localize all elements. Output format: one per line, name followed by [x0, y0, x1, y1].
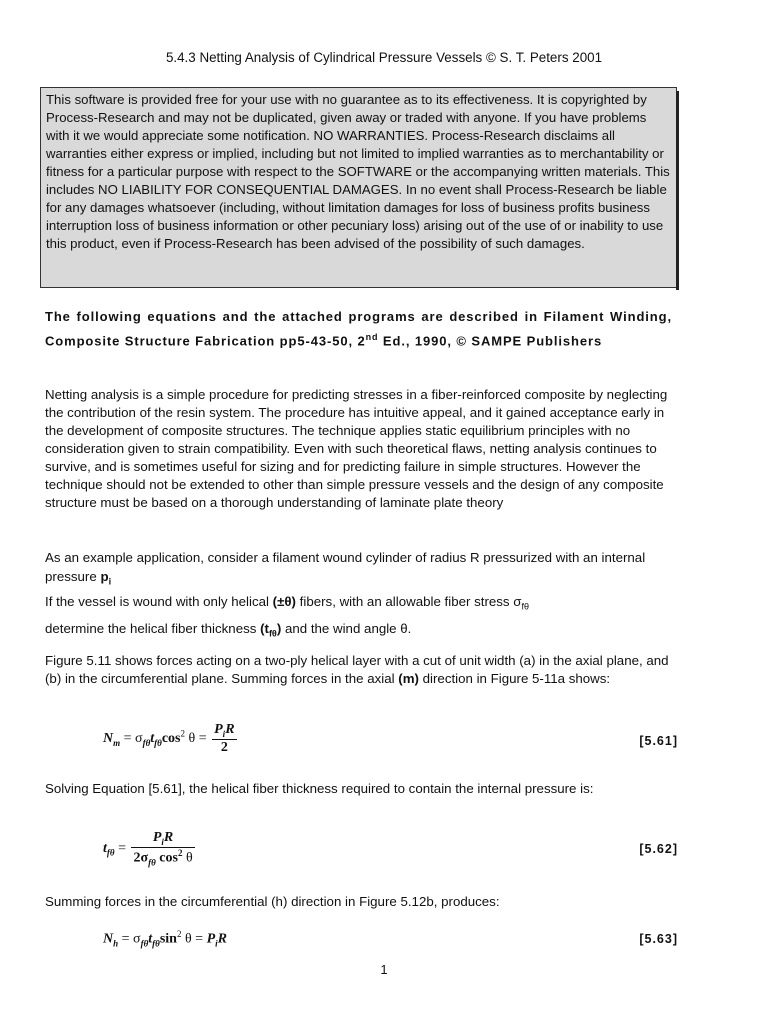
- eq1-t-sub: fθ: [154, 737, 162, 748]
- eq2-num: P: [152, 830, 162, 845]
- page-number: 1: [380, 962, 388, 977]
- eq1-fraction: [212, 722, 236, 756]
- eq2-num-sub: i: [161, 836, 164, 847]
- axial-direction-symbol: (m): [398, 671, 419, 686]
- figure-text: Figure 5.11 shows forces acting on a two-ply helical layer with a cut of unit width (a) in the axial plane, and (b) in the circumferential plane. Summing forces in the axial: [45, 653, 669, 686]
- equation-5-63: [103, 929, 227, 948]
- eq2-den-pow: 2: [177, 847, 183, 858]
- eq3-rhs-r: R: [217, 931, 227, 947]
- eq3-lhs-sub: h: [113, 938, 119, 949]
- citation-text-end: Ed., 1990, © SAMPE Publishers: [378, 333, 603, 349]
- example-line3-end: and the wind angle θ.: [281, 621, 412, 637]
- eq1-t: t: [150, 731, 155, 747]
- eq3-mid: = σ: [118, 931, 141, 947]
- sigma-subscript: fθ: [521, 601, 529, 612]
- equation-number-5-61: [5.61]: [639, 734, 678, 748]
- paragraph-solving: Solving Equation [5.61], the helical fiber thickness required to contain the internal pressure is:: [45, 781, 594, 796]
- eq2-num-r: R: [163, 830, 174, 845]
- eq1-mid: = σ: [120, 731, 143, 747]
- page-header: 5.4.3 Netting Analysis of Cylindrical Pressure Vessels © S. T. Peters 2001: [165, 50, 603, 65]
- equation-number-5-63: [5.63]: [639, 932, 678, 946]
- figure-text-end: direction in Figure 5-11a shows:: [418, 671, 611, 686]
- eq3-lhs: N: [103, 931, 114, 947]
- example-line1: As an example application, consider a filament wound cylinder of radius R pressurized with an internal pressure: [45, 550, 646, 584]
- eq1-cos: cos: [161, 731, 181, 747]
- eq1-num-sub: i: [222, 728, 226, 739]
- eq2-equals: =: [114, 840, 130, 856]
- thickness-symbol: (t: [260, 621, 269, 637]
- eq2-lhs-sub: fθ: [106, 847, 115, 858]
- eq3-sin: sin: [159, 931, 177, 947]
- source-citation: [45, 307, 672, 351]
- paragraph-netting-intro: Netting analysis is a simple procedure for predicting stresses in a fiber-reinforced composite by neglecting the contribution of the resin system. The procedure has intuitive appeal, and it gained acceptance early in the development of composite structures. The technique applies static equilibrium principles with no consideration given to strain compatibility. Even with such theoretical flaws, netting analysis continues to survive, and is sometimes useful for sizing and for predicting failure in simple structures. However the technique should not be extended to other than simple pressure vessels and the design of any composite structure must be based on a thorough understanding of laminate plate theory: [45, 387, 668, 510]
- eq3-theta: θ =: [181, 931, 207, 947]
- eq2-fraction: [131, 830, 194, 867]
- eq2-den-theta: θ: [182, 850, 193, 866]
- eq3-pow: 2: [176, 929, 182, 939]
- paragraph-circumferential: Summing forces in the circumferential (h) direction in Figure 5.12b, produces:: [45, 894, 500, 909]
- eq1-num-r: R: [225, 722, 235, 737]
- eq1-theta: θ =: [185, 731, 211, 747]
- eq2-den-sub: fθ: [148, 857, 156, 868]
- eq2-lhs: t: [103, 840, 107, 856]
- pressure-subscript: i: [108, 576, 112, 587]
- disclaimer-text: This software is provided free for your use with no guarantee as to its effectiveness. It is copyrighted by Process-Research and may not be duplicated, given away or traded with anyone. If you have problems with it we would appreciate some notification. NO WARRANTIES. Process-Research disclaims all warranties either express or implied, including but not limited to implied warranties as to merchantability or fitness for a particular purpose with respect to the SOFTWARE or the accompanying written materials. This includes NO LIABILITY FOR CONSEQUENTIAL DAMAGES. In no event shall Process-Research be liable for any damages whatsoever (including, without limitation damages for loss of business profits business interruption loss of business information or other pecuniary loss) arising out of the use of or inability to use this product, even if Process-Research has been advised of the possibility of such damages.: [46, 92, 670, 251]
- helical-angle-symbol: (±θ): [272, 593, 296, 609]
- eq1-pow: 2: [180, 728, 185, 739]
- eq1-lhs: N: [103, 731, 114, 747]
- example-line2-end: fibers, with an allowable fiber stress σ: [295, 593, 522, 609]
- eq3-t-sub: fθ: [152, 938, 160, 949]
- paragraph-example: [45, 548, 675, 644]
- example-line3: determine the helical fiber thickness: [45, 621, 261, 637]
- eq2-den-cos: cos: [155, 850, 178, 866]
- example-line2: If the vessel is wound with only helical: [45, 593, 273, 609]
- equation-number-5-62: [5.62]: [639, 842, 678, 856]
- eq3-sigma-sub: fθ: [140, 938, 149, 949]
- citation-superscript: nd: [365, 332, 379, 342]
- eq3-t: t: [148, 931, 153, 947]
- thickness-close: ): [276, 621, 282, 637]
- eq1-den: 2: [220, 739, 228, 755]
- disclaimer-box: [40, 87, 677, 288]
- eq1-sigma-sub: fθ: [142, 737, 151, 748]
- paragraph-figure-5-11: [45, 652, 675, 688]
- eq3-rhs: P: [206, 931, 216, 947]
- pressure-symbol: p: [100, 569, 109, 584]
- thickness-subscript: fθ: [268, 628, 277, 639]
- eq1-lhs-sub: m: [113, 737, 121, 748]
- equation-5-62: [103, 830, 197, 867]
- eq3-rhs-sub: i: [215, 938, 218, 949]
- equation-5-61: [103, 722, 239, 756]
- box-shadow: [676, 91, 679, 290]
- citation-text: The following equations and the attached programs are described in Filament Winding, Composite Structure Fabrication pp5-43-50, 2: [45, 309, 672, 349]
- eq1-num: P: [214, 722, 223, 737]
- eq2-den-a: 2σ: [133, 850, 149, 866]
